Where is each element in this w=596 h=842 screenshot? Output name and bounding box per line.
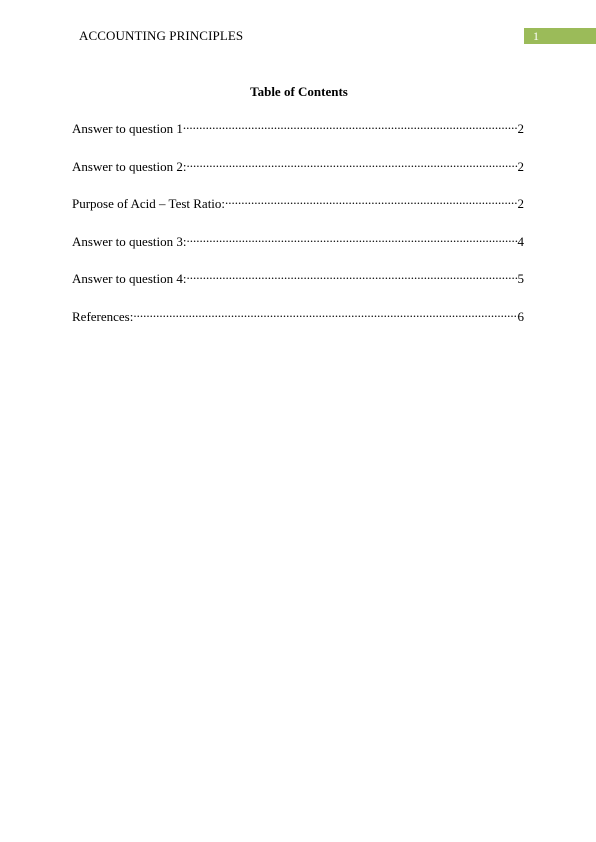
toc-entry-page: 5	[517, 271, 524, 286]
toc-dot-leader	[186, 155, 517, 171]
toc-dot-leader	[225, 192, 517, 208]
running-header-title: ACCOUNTING PRINCIPLES	[79, 28, 244, 43]
toc-entry-page: 6	[517, 308, 524, 324]
toc-entry-page: 2	[517, 196, 524, 211]
toc-entry[interactable]	[72, 267, 524, 305]
toc-entry-title: Purpose of Acid – Test Ratio:	[72, 196, 226, 211]
toc-entry-title: Answer to question 4:	[72, 271, 187, 286]
toc-dot-leader	[186, 230, 517, 246]
toc-entry-page: 4	[517, 233, 524, 249]
toc-entry-page: 2	[517, 158, 524, 174]
toc-heading: Table of Contents	[250, 84, 348, 99]
toc-entry[interactable]	[72, 117, 524, 155]
toc-list	[72, 117, 524, 342]
toc-entry-title: Answer to question 3:	[72, 233, 187, 249]
toc-entry[interactable]	[72, 192, 524, 230]
toc-entry-title: Answer to question 1	[72, 121, 183, 136]
toc-entry-title: References:	[72, 308, 134, 324]
toc-entry[interactable]	[72, 230, 524, 268]
toc-entry[interactable]	[72, 305, 524, 343]
toc-dot-leader	[186, 267, 517, 283]
toc-entry[interactable]	[72, 155, 524, 193]
toc-entry-title: Answer to question 2:	[72, 158, 187, 174]
toc-entry-page: 2	[517, 121, 524, 136]
toc-dot-leader	[133, 305, 517, 321]
page-number-badge: 1	[524, 28, 596, 44]
toc-dot-leader	[183, 117, 518, 133]
